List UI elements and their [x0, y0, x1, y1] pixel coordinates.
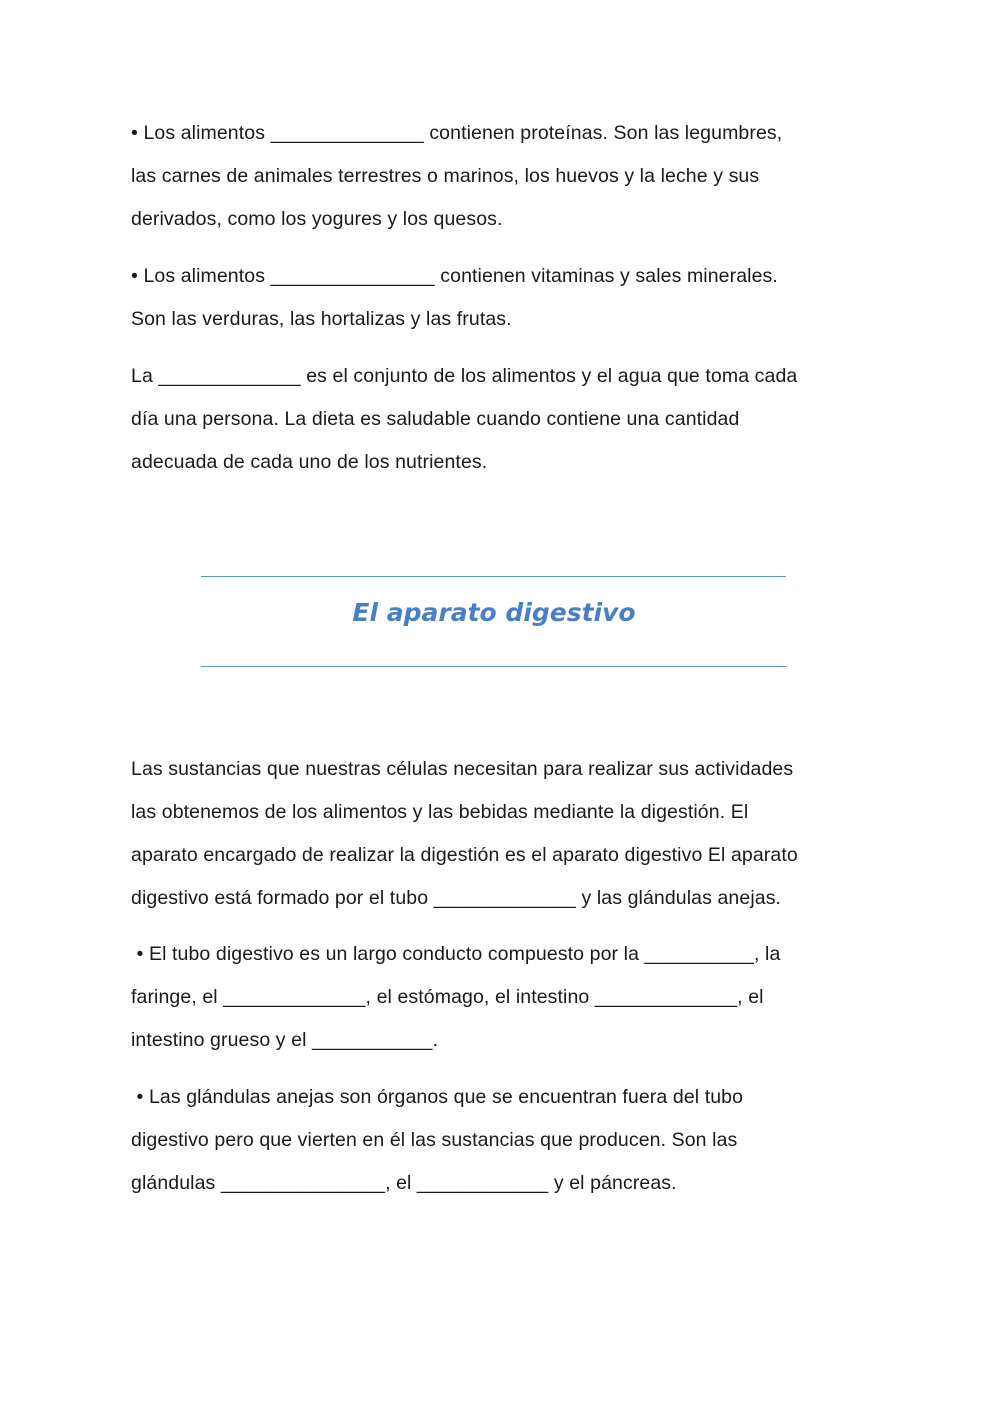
text-line: faringe, el _____________, el estómago, el intestino _____________, el — [131, 986, 764, 1008]
text-line: digestivo pero que vierten en él las sustancias que producen. Son las — [131, 1129, 738, 1151]
text-line: Las sustancias que nuestras células necesitan para realizar sus actividades — [131, 758, 794, 780]
text-line: glándulas _______________, el ____________ y el páncreas. — [131, 1172, 677, 1194]
paragraph-digestive-tube — [131, 933, 871, 1062]
text-line: • Los alimentos ______________ contienen proteínas. Son las legumbres, — [131, 122, 783, 144]
text-line: • Las glándulas anejas son órganos que se encuentran fuera del tubo — [131, 1086, 744, 1108]
text-line: • El tubo digestivo es un largo conducto compuesto por la __________, la — [131, 943, 781, 965]
paragraph-vitamins — [131, 255, 871, 341]
text-line: día una persona. La dieta es saludable cuando contiene una cantidad — [131, 408, 740, 430]
heading-rule-bottom — [201, 666, 786, 667]
text-line: las obtenemos de los alimentos y las bebidas mediante la digestión. El — [131, 801, 749, 823]
text-line: adecuada de cada uno de los nutrientes. — [131, 451, 488, 473]
paragraph-glands — [131, 1076, 871, 1205]
section-title: El aparato digestivo — [352, 598, 636, 627]
paragraph-proteins — [131, 112, 871, 241]
paragraph-diet — [131, 355, 871, 484]
paragraph-digestion-intro — [131, 748, 871, 920]
text-line: derivados, como los yogures y los quesos. — [131, 208, 503, 230]
text-line: las carnes de animales terrestres o marinos, los huevos y la leche y sus — [131, 165, 760, 187]
text-line: digestivo está formado por el tubo _____________ y las glándulas anejas. — [131, 887, 782, 909]
text-line: intestino grueso y el ___________. — [131, 1029, 438, 1051]
text-line: aparato encargado de realizar la digestión es el aparato digestivo El aparato — [131, 844, 798, 866]
heading-rule-top — [201, 576, 786, 577]
text-line: La _____________ es el conjunto de los alimentos y el agua que toma cada — [131, 365, 798, 387]
text-line: • Los alimentos _______________ contienen vitaminas y sales minerales. — [131, 265, 778, 287]
text-line: Son las verduras, las hortalizas y las frutas. — [131, 308, 512, 330]
